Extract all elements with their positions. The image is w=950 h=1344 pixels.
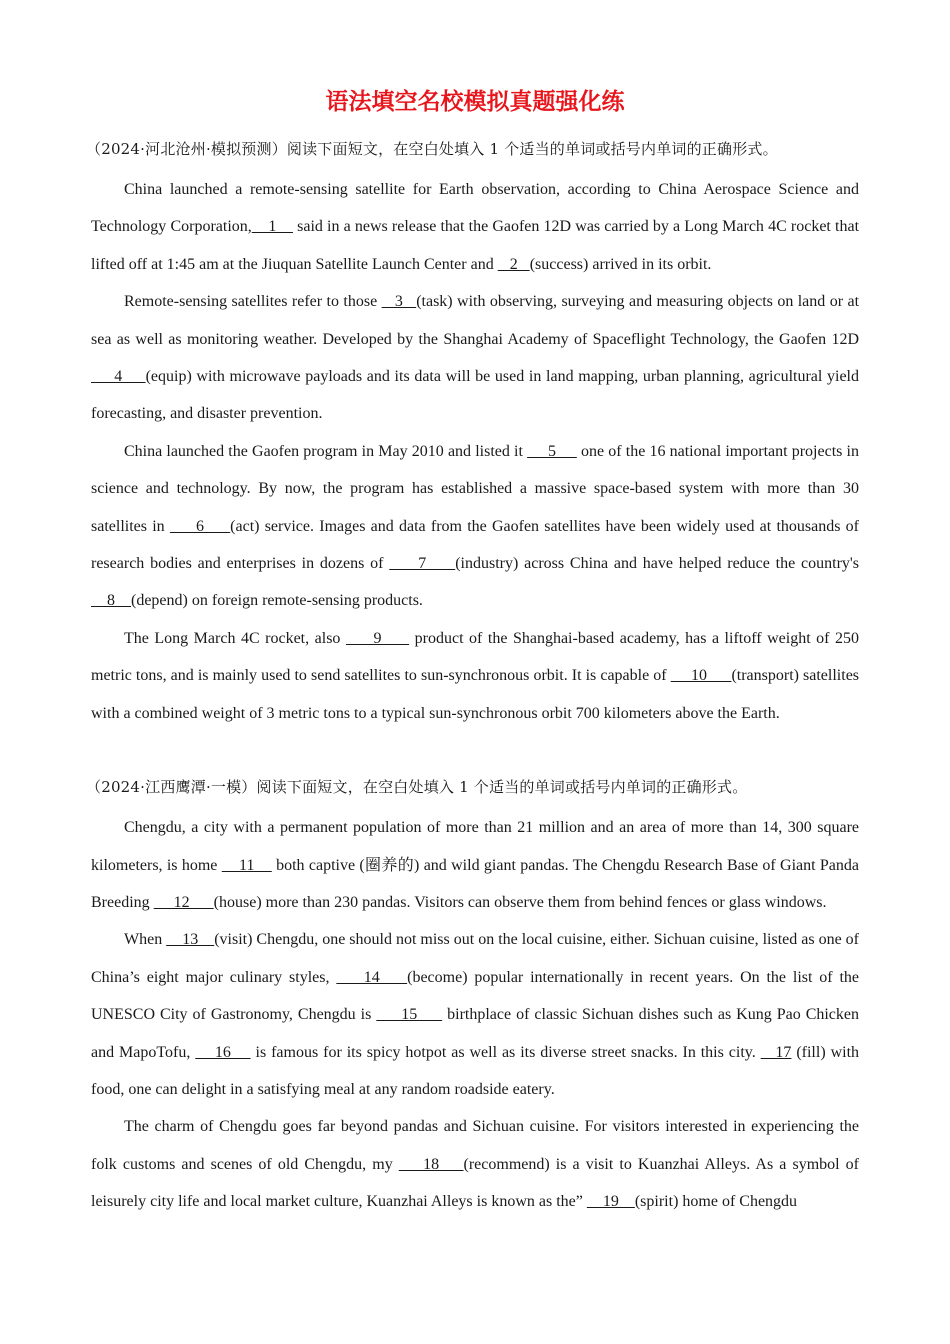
passage-paragraph <box>91 809 859 921</box>
passage-text: China launched the Gaofen program in May 2010 and listed it <box>124 442 528 460</box>
passage-paragraph <box>91 620 859 732</box>
answer-blank[interactable]: 12 <box>153 893 214 911</box>
passage-paragraph <box>91 171 859 283</box>
passage-text: Remote-sensing satellites refer to those <box>124 293 382 311</box>
answer-blank[interactable]: 17 <box>760 1043 792 1061</box>
passage-text: one of the 16 national important projects in science and technology. By now, the program has established a massive space-based system with more than 30 satellites in <box>91 442 859 535</box>
passage-text: (success) arrived in its orbit. <box>529 255 712 273</box>
answer-blank[interactable]: 15 <box>376 1006 443 1024</box>
passage-text: (house) more than 230 pandas. Visitors can observe them from behind fences or glass windows. <box>213 893 827 911</box>
passage-text: (visit) Chengdu, one should not miss out on the local cuisine, either. Sichuan cuisine, listed as one of China’s eight major culinary styles, <box>91 931 859 986</box>
section-source-line: （2024·江西鹰潭·一模）阅读下面短文，在空白处填入 1 个适当的单词或括号内单词的正确形式。 <box>86 778 748 797</box>
passage-text: China launched a remote-sensing satellite for Earth observation, according to China Aerospace Science and Technology Corporation, <box>91 181 859 236</box>
answer-blank[interactable]: 4 <box>91 368 146 386</box>
passage-text: (fill) with food, one can delight in a satisfying meal at any random roadside eatery. <box>91 1043 860 1098</box>
passage-text: (task) with observing, surveying and measuring objects on land or at sea as well as monitoring weather. Developed by the Shanghai Academy of Spaceflight Technology, the Gaofen 12D <box>91 293 860 348</box>
answer-blank[interactable]: 2 <box>497 255 530 273</box>
answer-blank[interactable]: 11 <box>221 856 272 874</box>
section-gap <box>91 732 859 776</box>
passage-text: (transport) satellites with a combined weight of 3 metric tons to a typical sun-synchronous orbit 700 kilometers above the Earth. <box>91 667 860 722</box>
answer-blank[interactable]: 8 <box>91 592 131 610</box>
answer-blank[interactable]: 19 <box>586 1193 635 1211</box>
page-title: 语法填空名校模拟真题强化练 <box>325 89 625 115</box>
passage-text: product of the Shanghai-based academy, has a liftoff weight of 250 metric tons, and is mainly used to send satellites to sun-synchronous orbit. It is capable of <box>91 629 860 685</box>
answer-blank[interactable]: 18 <box>398 1155 464 1173</box>
passage-text: is famous for its spicy hotpot as well as its diverse street snacks. In this city. <box>250 1043 761 1061</box>
passage-text: (act) service. Images and data from the Gaofen satellites have been widely used at thousands of research bodies and enterprises in dozens of <box>91 517 860 573</box>
passage-text: When <box>124 931 167 949</box>
answer-blank[interactable]: 9 <box>345 629 410 647</box>
document-page <box>86 86 860 1221</box>
passage-text: Chengdu, a city with a permanent population of more than 21 million and an area of more than 14, 300 square kilometers, is home <box>91 819 859 874</box>
passage-text: (become) popular internationally in recent years. On the list of the UNESCO City of Gastronomy, Chengdu is <box>91 968 860 1024</box>
passage-text: birthplace of classic Sichuan dishes such as Kung Pao Chicken and MapoTofu, <box>91 1006 860 1061</box>
passage-text: (spirit) home of Chengdu <box>634 1193 798 1211</box>
answer-blank[interactable]: 1 <box>251 218 293 236</box>
passage-paragraph <box>91 283 859 433</box>
passage-text: The Long March 4C rocket, also <box>124 629 346 647</box>
passage-text: both captive (圈养的) and wild giant pandas. The Chengdu Research Base of Giant Panda Breeding <box>91 856 860 911</box>
passage-text: (industry) across China and have helped reduce the country's <box>455 555 860 573</box>
answer-blank[interactable]: 6 <box>169 517 231 535</box>
passage-paragraph <box>91 1108 859 1220</box>
answer-blank[interactable]: 14 <box>336 968 408 986</box>
answer-blank[interactable]: 7 <box>389 555 456 573</box>
document-body <box>86 138 860 1221</box>
passage-paragraph <box>91 921 859 1108</box>
passage-text: The charm of Chengdu goes far beyond pandas and Sichuan cuisine. For visitors interested in experiencing the folk customs and scenes of old Chengdu, my <box>91 1118 859 1173</box>
passage-text: said in a news release that the Gaofen 12D was carried by a Long March 4C rocket that lifted off at 1:45 am at the Jiuquan Satellite Launch Center and <box>91 218 860 273</box>
answer-blank[interactable]: 5 <box>527 442 577 460</box>
passage-text: (recommend) is a visit to Kuanzhai Alleys. As a symbol of leisurely city life and local market culture, Kuanzhai Alleys is known as the” <box>91 1155 860 1211</box>
passage-text: (depend) on foreign remote-sensing products. <box>131 592 423 610</box>
answer-blank[interactable]: 13 <box>166 931 215 949</box>
answer-blank[interactable]: 3 <box>381 293 417 311</box>
answer-blank[interactable]: 16 <box>195 1043 251 1061</box>
answer-blank[interactable]: 10 <box>670 667 732 685</box>
section-source-line: （2024·河北沧州·模拟预测）阅读下面短文，在空白处填入 1 个适当的单词或括号内单词的正确形式。 <box>86 140 778 158</box>
passage-paragraph <box>91 433 859 620</box>
passage-text: (equip) with microwave payloads and its data will be used in land mapping, urban planning, agricultural yield forecasting, and disaster prevention. <box>91 368 859 423</box>
